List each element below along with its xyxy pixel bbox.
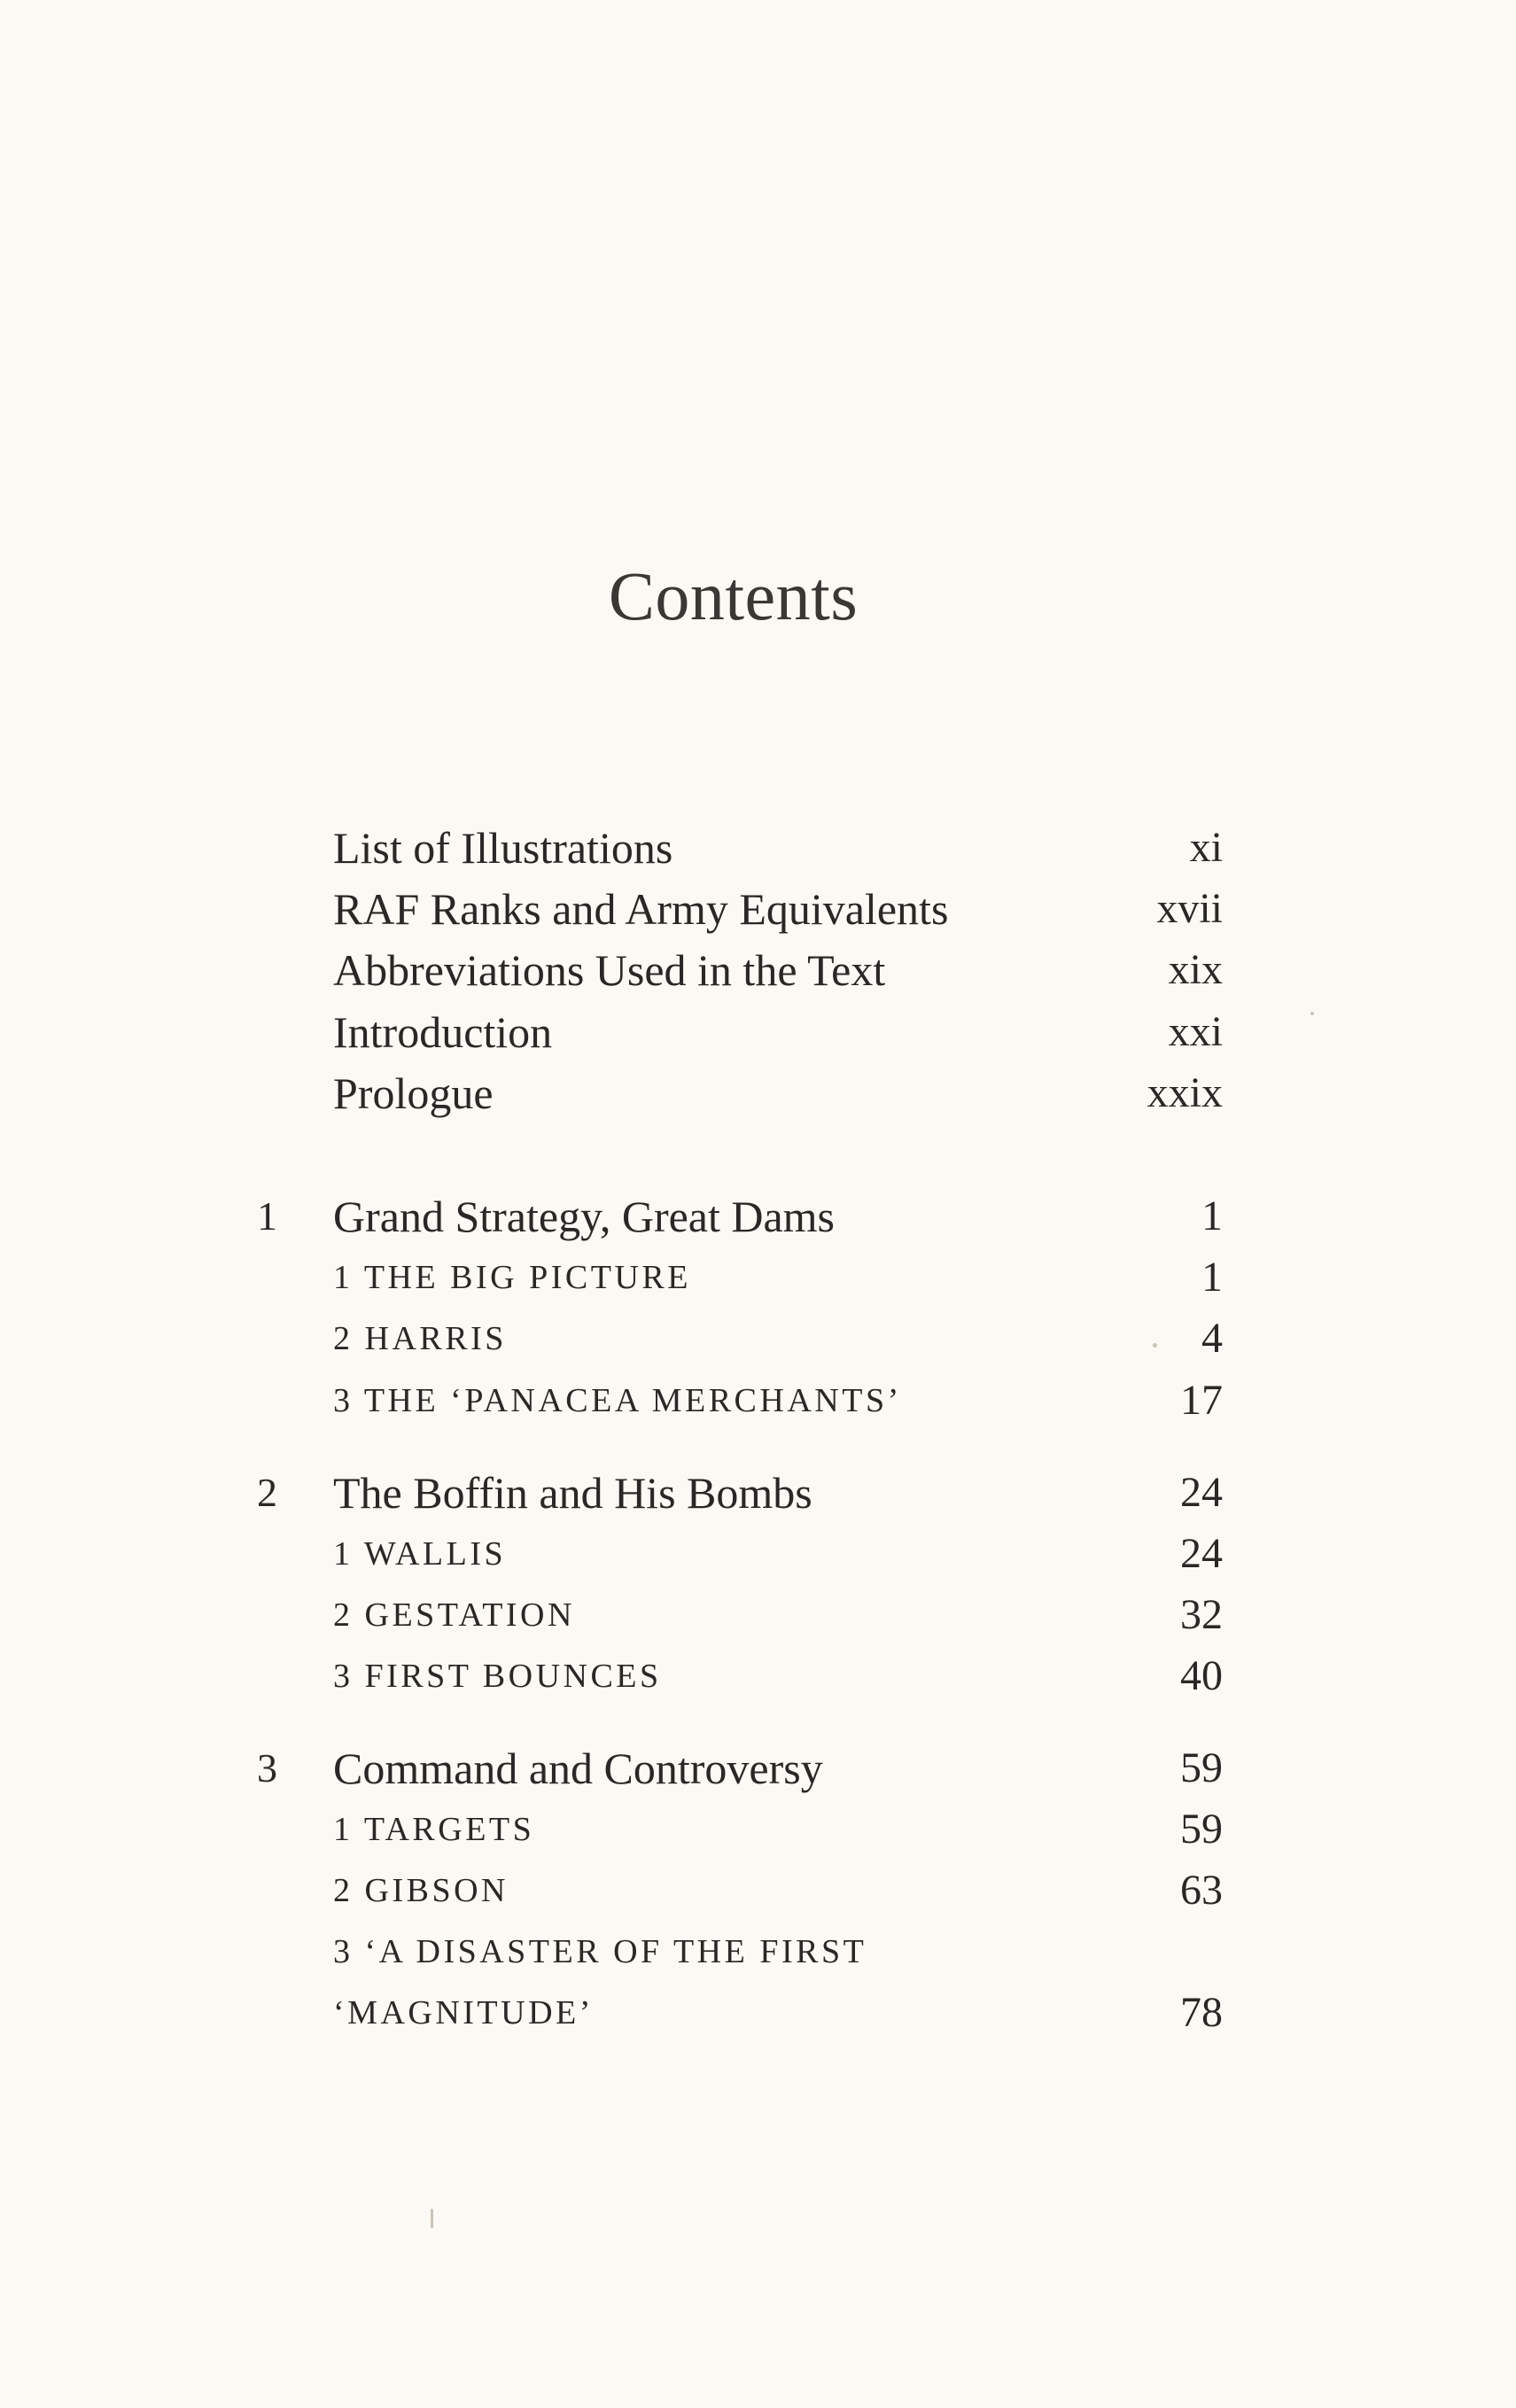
toc-entry-abbreviations[interactable] <box>0 939 1516 1001</box>
chapter-title: Grand Strategy, Great Dams <box>333 1192 836 1241</box>
section-label: ‘MAGNITUDE’ <box>333 1994 594 2031</box>
toc-chapter-1[interactable] <box>0 1185 1516 1247</box>
section-label: 2 GESTATION <box>333 1596 575 1634</box>
chapter-page: 1 <box>1201 1192 1223 1239</box>
toc-chapter-2[interactable] <box>0 1462 1516 1524</box>
toc-chapter-3[interactable] <box>0 1737 1516 1799</box>
toc-entry-label: RAF Ranks and Army Equivalents <box>333 884 949 934</box>
toc-entry-raf-ranks[interactable] <box>0 878 1516 940</box>
toc-entry-page: xxix <box>1147 1069 1223 1116</box>
toc-section[interactable] <box>0 1645 1516 1707</box>
toc-section[interactable] <box>0 1247 1516 1309</box>
section-label: 1 WALLIS <box>333 1535 507 1573</box>
toc-entry-label: Introduction <box>333 1007 553 1057</box>
toc-section[interactable] <box>0 1584 1516 1646</box>
chapter-number: 2 <box>257 1470 277 1515</box>
section-page: 78 <box>1180 1989 1223 2036</box>
toc-entry-introduction[interactable] <box>0 1001 1516 1063</box>
chapter-number: 1 <box>257 1193 277 1239</box>
toc-entry-list-of-illustrations[interactable] <box>0 817 1516 879</box>
toc-entry-page: xxi <box>1168 1008 1223 1055</box>
toc-entry-prologue[interactable] <box>0 1062 1516 1124</box>
chapter-page: 24 <box>1180 1469 1223 1516</box>
section-label: 3 ‘A DISASTER OF THE FIRST <box>333 1933 867 1970</box>
section-label: 3 FIRST BOUNCES <box>333 1658 662 1695</box>
toc-entry-page: xix <box>1168 946 1223 993</box>
toc-entry-page: xvii <box>1156 885 1223 932</box>
toc-section[interactable] <box>0 1921 1516 1983</box>
scan-speck <box>1153 1343 1157 1348</box>
section-page: 59 <box>1180 1806 1223 1853</box>
chapter-title: The Boffin and His Bombs <box>333 1468 812 1518</box>
chapter-page: 59 <box>1180 1744 1223 1791</box>
section-label: 3 THE ‘PANACEA MERCHANTS’ <box>333 1382 902 1419</box>
section-page: 63 <box>1180 1867 1223 1914</box>
toc-section[interactable] <box>0 1798 1516 1860</box>
toc-entry-label: Prologue <box>333 1068 494 1118</box>
toc-section[interactable] <box>0 1308 1516 1370</box>
scan-speck <box>431 2209 433 2228</box>
toc-section[interactable] <box>0 1860 1516 1922</box>
section-page: 17 <box>1180 1377 1223 1424</box>
section-page: 4 <box>1201 1315 1223 1362</box>
section-label: 1 THE BIG PICTURE <box>333 1259 691 1296</box>
toc-section[interactable] <box>0 1523 1516 1585</box>
page-title: Contents <box>608 557 859 634</box>
toc-section[interactable] <box>0 1370 1516 1432</box>
section-page: 40 <box>1180 1652 1223 1699</box>
toc-entry-label: Abbreviations Used in the Text <box>333 945 886 995</box>
section-page: 24 <box>1180 1530 1223 1577</box>
section-label: 2 HARRIS <box>333 1320 507 1357</box>
chapter-title: Command and Controversy <box>333 1744 823 1793</box>
section-page: 1 <box>1201 1254 1223 1301</box>
toc-entry-page: xi <box>1189 824 1223 871</box>
section-page: 32 <box>1180 1591 1223 1638</box>
section-label: 2 GIBSON <box>333 1872 509 1909</box>
chapter-number: 3 <box>257 1745 277 1790</box>
toc-entry-label: List of Illustrations <box>333 823 673 873</box>
section-label: 1 TARGETS <box>333 1811 535 1848</box>
toc-section-continued[interactable] <box>0 1982 1516 2044</box>
scan-speck <box>1310 1012 1314 1015</box>
